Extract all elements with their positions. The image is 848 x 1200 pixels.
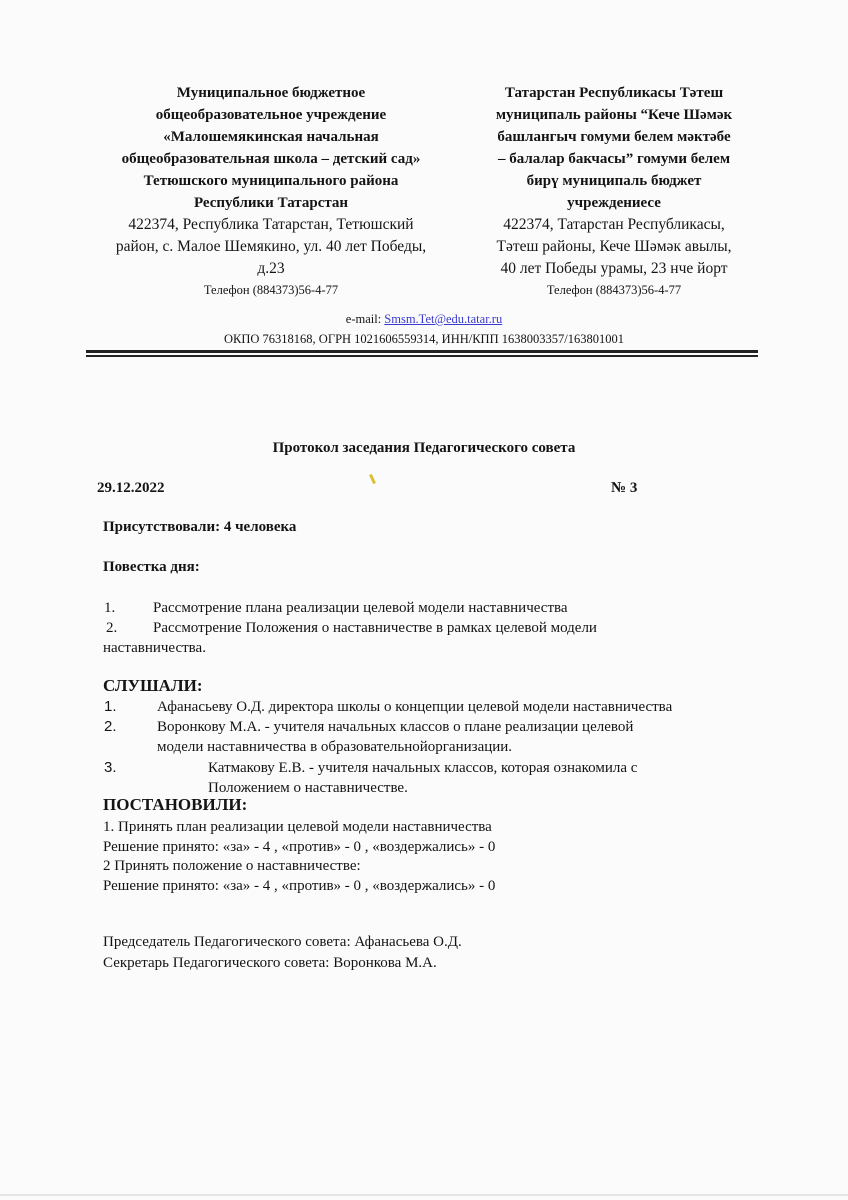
email-link[interactable]: Smsm.Tet@edu.tatar.ru [384, 312, 503, 326]
header-divider-thin [86, 355, 758, 357]
phone-left: Телефон (884373)56-4-77 [203, 283, 339, 297]
address-line-1: 422374, Республика Татарстан, Тетюшский [128, 216, 414, 233]
heard-item-2-number: 2. [104, 718, 117, 735]
pen-mark [369, 474, 376, 484]
decision-2-vote: Решение принято: «за» - 4 , «против» - 0 , «воздержались» - 0 [103, 878, 496, 894]
org-region-line-1: Тетюшского муниципального района [143, 173, 399, 189]
heard-item-1-text: Афанасьеву О.Д. директора школы о концепции целевой модели наставничества [157, 699, 673, 715]
org-name-line-1: «Малошемякинская начальная [163, 129, 379, 145]
header-right-block [478, 82, 750, 300]
decided-heading: ПОСТАНОВИЛИ: [103, 795, 248, 814]
tatar-line-1: Татарстан Республикасы Тәтеш [504, 85, 724, 101]
org-type-line-2: общеобразовательное учреждение [155, 107, 387, 123]
tatar-line-5: бирү муниципаль бюджет [526, 173, 702, 189]
agenda-item-2-number: 2. [106, 620, 118, 636]
heard-item-2-text: Воронкову М.А. - учителя начальных классов о плане реализации целевой [157, 719, 634, 735]
heard-item-3-number: 3. [104, 759, 117, 776]
email-line [0, 312, 848, 327]
document-date: 29.12.2022 [97, 480, 165, 496]
tatar-address-2: Тәтеш районы, Кече Шәмәк авылы, [496, 238, 732, 255]
tatar-line-4: – балалар бакчасы” гомуми белем [497, 151, 731, 167]
registration-codes: ОКПО 76318168, ОГРН 1021606559314, ИНН/КПП 1638003357/163801001 [224, 332, 624, 346]
agenda-item-2-text: Рассмотрение Положения о наставничестве в рамках целевой модели [153, 620, 597, 636]
heard-heading: СЛУШАЛИ: [103, 676, 203, 695]
tatar-line-6: учреждениесе [567, 195, 661, 211]
agenda-item-2-continuation: наставничества. [103, 640, 206, 656]
heard-item-3-continuation: Положением о наставничестве. [208, 780, 408, 796]
heard-item-3-text: Катмакову Е.В. - учителя начальных классов, которая ознакомила с [208, 760, 638, 776]
heard-item-2-continuation: модели наставничества в образовательнойорганизации. [157, 739, 513, 755]
org-type-line-1: Муниципальное бюджетное [176, 85, 366, 101]
header-left-block [96, 82, 446, 300]
header-divider-thick [86, 350, 758, 353]
decision-2-text: 2 Принять положение о наставничестве: [103, 858, 361, 874]
chair-signature-line: Председатель Педагогического совета: Афанасьева О.Д. [103, 934, 462, 950]
document-number: № 3 [611, 480, 638, 496]
document-title: Протокол заседания Педагогического совета [272, 440, 576, 456]
org-name-line-2: общеобразовательная школа – детский сад» [121, 151, 421, 167]
address-line-3: д.23 [257, 260, 285, 277]
address-line-2: район, с. Малое Шемякино, ул. 40 лет Победы, [115, 238, 427, 255]
tatar-address-1: 422374, Татарстан Республикасы, [503, 216, 725, 233]
agenda-heading: Повестка дня: [103, 559, 200, 575]
scan-edge [0, 1194, 848, 1196]
org-region-line-2: Республики Татарстан [193, 195, 349, 211]
decision-1-text: 1. Принять план реализации целевой модели наставничества [103, 819, 492, 835]
email-label: e-mail: [345, 312, 382, 326]
heard-item-1-number: 1. [104, 698, 117, 715]
agenda-item-1-text: Рассмотрение плана реализации целевой модели наставничества [153, 600, 568, 616]
tatar-line-3: башлангыч гомуми белем мәктәбе [497, 129, 731, 145]
attendance: Присутствовали: 4 человека [103, 519, 297, 535]
tatar-line-2: муниципаль районы “Кече Шәмәк [495, 107, 733, 123]
phone-right: Телефон (884373)56-4-77 [546, 283, 682, 297]
decision-1-vote: Решение принято: «за» - 4 , «против» - 0 , «воздержались» - 0 [103, 839, 496, 855]
agenda-item-1-number: 1. [104, 600, 116, 616]
tatar-address-3: 40 лет Победы урамы, 23 нче йорт [500, 260, 728, 277]
secretary-signature-line: Секретарь Педагогического совета: Воронкова М.А. [103, 955, 437, 971]
